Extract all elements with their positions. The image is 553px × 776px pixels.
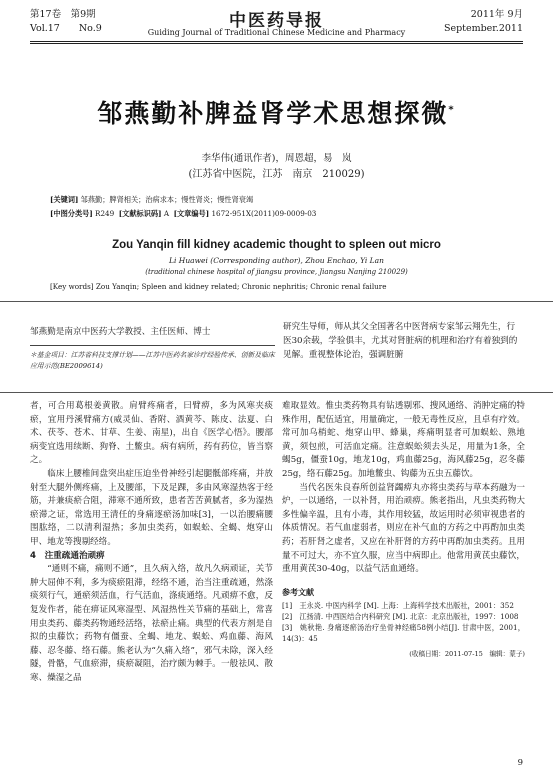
volume-cn: 第17卷 第9期 bbox=[30, 9, 96, 20]
english-keywords-label: [Key words] bbox=[50, 282, 94, 291]
keywords-label: [关键词] bbox=[50, 195, 79, 204]
abstract-rule bbox=[0, 301, 553, 302]
references-title: 参考文献 bbox=[282, 587, 314, 597]
volume-en: Vol.17 No.9 bbox=[30, 23, 102, 34]
affiliation: (江苏省中医院，江苏 南京 210029) bbox=[188, 169, 365, 180]
author-list: 李华伟(通讯作者)，周恩超，易 岚 bbox=[201, 153, 352, 164]
journal-title-cn: 中医药导报 bbox=[229, 11, 324, 31]
article-no-label: [文章编号] bbox=[173, 209, 210, 218]
reference-item: [3] 姚秋艳. 身痛逐瘀汤治疗坐骨神经痛58例小结[J]. 甘肃中医，2001，14(3)：45 bbox=[282, 622, 525, 643]
english-keywords: Zou Yanqin; Spleen and kidney related; Chronic nephritis; Chronic renal failure bbox=[95, 282, 387, 291]
intro-left: 邹燕勤是南京中医药大学教授、主任医师、博士 bbox=[30, 327, 211, 337]
article-title-text: 邹燕勤补脾益肾学术思想探微 bbox=[97, 99, 449, 128]
references bbox=[282, 587, 525, 644]
body-right-column bbox=[282, 400, 525, 661]
title-footnote-mark: * bbox=[448, 104, 456, 116]
header-rule bbox=[30, 41, 523, 42]
section-heading: 4 注重疏通治顽痹 bbox=[30, 550, 105, 561]
english-title: Zou Yanqin fill kidney academic thought to spleen out micro bbox=[112, 239, 441, 251]
issue-date bbox=[444, 8, 523, 36]
article-title bbox=[0, 94, 553, 130]
issue-date-en: September.2011 bbox=[443, 23, 523, 34]
journal-title-en: Guiding Journal of Traditional Chinese Medicine and Pharmacy bbox=[147, 28, 406, 37]
paragraph: 难取显效。惟虫类药物具有钻透剔邪、搜风通络、消肿定痛的特殊作用，配伍适宜，用量确定，一般无毒性反应，且卓有疗效。常可加乌梢蛇、炮穿山甲、蜂巢，疼痛明显者可加蜈蚣、熟地黄，须包煎，可活血定痛。注意蜈蚣须去头足，用量为1条，全蝎5g，僵蚕10g，地龙10g，鸡血藤25g，海风藤25g，忍冬藤25g，络石藤25g。加地鳖虫、钩藤为五虫五藤饮。 bbox=[282, 401, 525, 479]
reference-item: [1] 王永炎. 中医内科学 [M]. 上海：上海科学技术出版社，2001：352 bbox=[282, 600, 514, 610]
doc-code-label: [文献标识码] bbox=[118, 209, 162, 218]
article-no: 1672-951X(2011)09-0009-03 bbox=[211, 209, 317, 218]
paragraph: 者，可合用葛根姜黄散。肩臂疼痛者，曰臂痹，多为风寒夹痰瘀，宜用丹溪臂痛方(威灵仙、香附、酒黄芩、陈皮、法夏、白术、茯苓、苍术、甘草、生姜、南星)，出自《医学心悟》。腰部病变宜选用续断、狗脊、土鳖虫。病有病所，药有药位，皆当察之。 bbox=[30, 401, 273, 466]
clc-code: R249 bbox=[95, 209, 115, 218]
classification-line bbox=[50, 208, 510, 220]
english-keywords-line bbox=[50, 282, 510, 291]
doc-code: A bbox=[163, 209, 170, 218]
paragraph: 临床上腰椎间盘突出症压迫坐骨神经引起腿骶部疼痛，并放射至大腿外侧疼痛，上及腰部，下及足踝，多由风寒湿热客于经筋，并兼痰瘀合阻，滞寒不通所致，患者苦苦黄腻者，多为湿热瘀滞之证，常选用王清任的身痛逐瘀汤加味[3]，一以治腰痛腰围肱络，二以清利湿热；多加虫类药，如蜈蚣、全蝎、炮穿山甲、地龙等搜剔经络。 bbox=[30, 468, 273, 547]
english-affiliation: (traditional chinese hospital of jiangsu province, Jiangsu Nanjing 210029) bbox=[145, 268, 408, 276]
header-rule-2 bbox=[30, 43, 523, 44]
reference-item: [2] 江扬清. 中西医结合内科研究 [M]. 北京：北京出版社，1997：1008 bbox=[282, 611, 519, 621]
fund-note: ＊基金项目：江苏省科技支撑计划——江苏中医药名家诊疗经验传承、创新及临床应用示范(BE2009614) bbox=[30, 351, 275, 370]
body-left-column bbox=[30, 400, 273, 685]
section-rule bbox=[0, 392, 553, 393]
keywords-line bbox=[50, 194, 510, 206]
keywords: 邹燕勤；脾肾相关；治病求本；慢性肾炎；慢性肾衰竭 bbox=[80, 195, 254, 204]
received-date: (收稿日期：2011-07-15 编辑：蒙子) bbox=[409, 649, 525, 658]
intro-right: 研究生导师，师从其父全国著名中医肾病专家邹云翔先生，行医30余载，学验俱丰，尤其对肾脏病的机理和治疗有着独到的见解。重视整体论治，强调脏腑 bbox=[283, 322, 518, 360]
issue-date-cn: 2011年 9月 bbox=[470, 9, 523, 20]
paragraph: “通则不痛，痛则不通”，且久病入络，故凡久病顽证，关节肿大屈伸不利，多为痰瘀阻滞，经络不通，治当注重疏通，然涤痰须行气，通瘀须活血，行气活血，涤痰通络。凡顽痹不愈，反复发作者，能在痹证风寒湿型、风湿热性关节痛的基础上，常喜用虫类药、藤类药物通经活络，祛瘀止痛。典型的代表方剂是自拟的虫藤饮；药物有僵蚕、全蝎、地龙、蜈蚣、鸡血藤、海风藤、忍冬藤、络石藤。熊老认为“久痛入络”，邪气未除，深入经隧，骨骼，气血瘀滞，痰瘀凝阻，治疗颇为棘手。一般祛风、散寒、燥湿之品 bbox=[30, 564, 273, 683]
paragraph: 当代名医朱良春所创益肾蠲痹丸亦将虫类药与草本药融为一炉，一以通络，一以补肾，用治顽痹。熊老指出，凡虫类药物大多性偏辛温，且有小毒，其作用较猛，故运用时必须审视患者的体质情况。若气血虚弱者，则应在补气血的方药之中再酌加虫类药；若肝肾之虚者，又应在补肝肾的方药中再酌加虫类药。且用量不可过大，亦不宜久服，应当中病即止。他常用黄芪虫藤饮，重用黄芪30-40g，以益气活血通络。 bbox=[282, 482, 525, 575]
page-number: 9 bbox=[517, 758, 523, 768]
english-authors: Li Huawei (Corresponding author), Zhou Enchao, Yi Lan bbox=[169, 256, 384, 265]
footnote-rule bbox=[30, 345, 275, 346]
clc-label: [中图分类号] bbox=[50, 209, 93, 218]
